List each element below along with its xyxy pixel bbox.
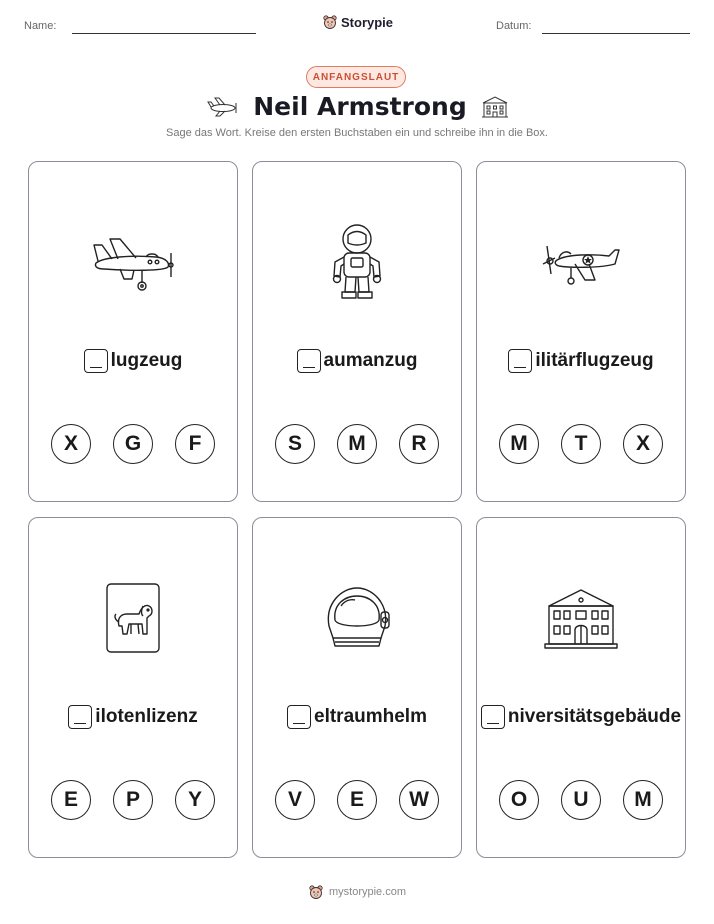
letter-option[interactable]: M <box>499 424 539 464</box>
astronaut-icon <box>326 222 388 302</box>
letter-option[interactable]: P <box>113 780 153 820</box>
military-plane-icon <box>541 234 621 290</box>
word-card <box>28 517 238 858</box>
university-building-icon <box>481 95 509 119</box>
letter-option[interactable]: G <box>113 424 153 464</box>
letter-option[interactable]: E <box>51 780 91 820</box>
letter-option[interactable]: Y <box>175 780 215 820</box>
word-card <box>476 161 686 502</box>
letter-option[interactable]: M <box>623 780 663 820</box>
word-card <box>252 517 462 858</box>
letter-option[interactable]: E <box>337 780 377 820</box>
letter-option[interactable]: X <box>623 424 663 464</box>
dog-card-icon <box>105 582 161 654</box>
letter-option[interactable]: O <box>499 780 539 820</box>
footer-url[interactable]: mystorypie.com <box>328 886 407 898</box>
brand-logo <box>322 14 393 30</box>
airplane-icon <box>205 95 239 119</box>
letter-option[interactable]: M <box>337 424 377 464</box>
word-remainder: niversitätsgebäude <box>507 706 682 727</box>
word-card <box>28 161 238 502</box>
word-card <box>252 161 462 502</box>
word-remainder: ilitärflugzeug <box>535 350 654 371</box>
answer-box[interactable] <box>297 349 321 373</box>
name-label: Name: <box>24 20 57 32</box>
letter-option[interactable]: X <box>51 424 91 464</box>
answer-box[interactable] <box>508 349 532 373</box>
topic-badge: ANFANGSLAUT <box>306 66 406 88</box>
word-remainder: lugzeug <box>110 350 183 371</box>
footer <box>0 884 714 900</box>
title-row <box>0 92 714 121</box>
space-helmet-icon <box>321 582 393 654</box>
word-card <box>476 517 686 858</box>
word-remainder: eltraumhelm <box>314 706 427 727</box>
letter-option[interactable]: V <box>275 780 315 820</box>
page-title: Neil Armstrong <box>253 92 467 121</box>
letter-option[interactable]: R <box>399 424 439 464</box>
answer-box[interactable] <box>84 349 108 373</box>
letter-option[interactable]: U <box>561 780 601 820</box>
word-remainder: ilotenlizenz <box>95 706 198 727</box>
letter-option[interactable]: W <box>399 780 439 820</box>
name-line[interactable] <box>72 33 256 34</box>
word-remainder: aumanzug <box>323 350 418 371</box>
letter-option[interactable]: S <box>275 424 315 464</box>
letter-option[interactable]: F <box>175 424 215 464</box>
date-line[interactable] <box>542 33 690 34</box>
answer-box[interactable] <box>68 705 92 729</box>
letter-option[interactable]: T <box>561 424 601 464</box>
bear-mascot-icon <box>322 14 338 30</box>
airplane-icon <box>90 231 176 293</box>
university-building-icon <box>543 586 619 650</box>
date-label: Datum: <box>496 20 532 32</box>
bear-mascot-icon <box>308 884 324 900</box>
answer-box[interactable] <box>481 705 505 729</box>
brand-name: Storypie <box>341 14 394 30</box>
answer-box[interactable] <box>287 705 311 729</box>
instructions: Sage das Wort. Kreise den ersten Buchstaben ein und schreibe ihn in die Box. <box>166 127 548 139</box>
